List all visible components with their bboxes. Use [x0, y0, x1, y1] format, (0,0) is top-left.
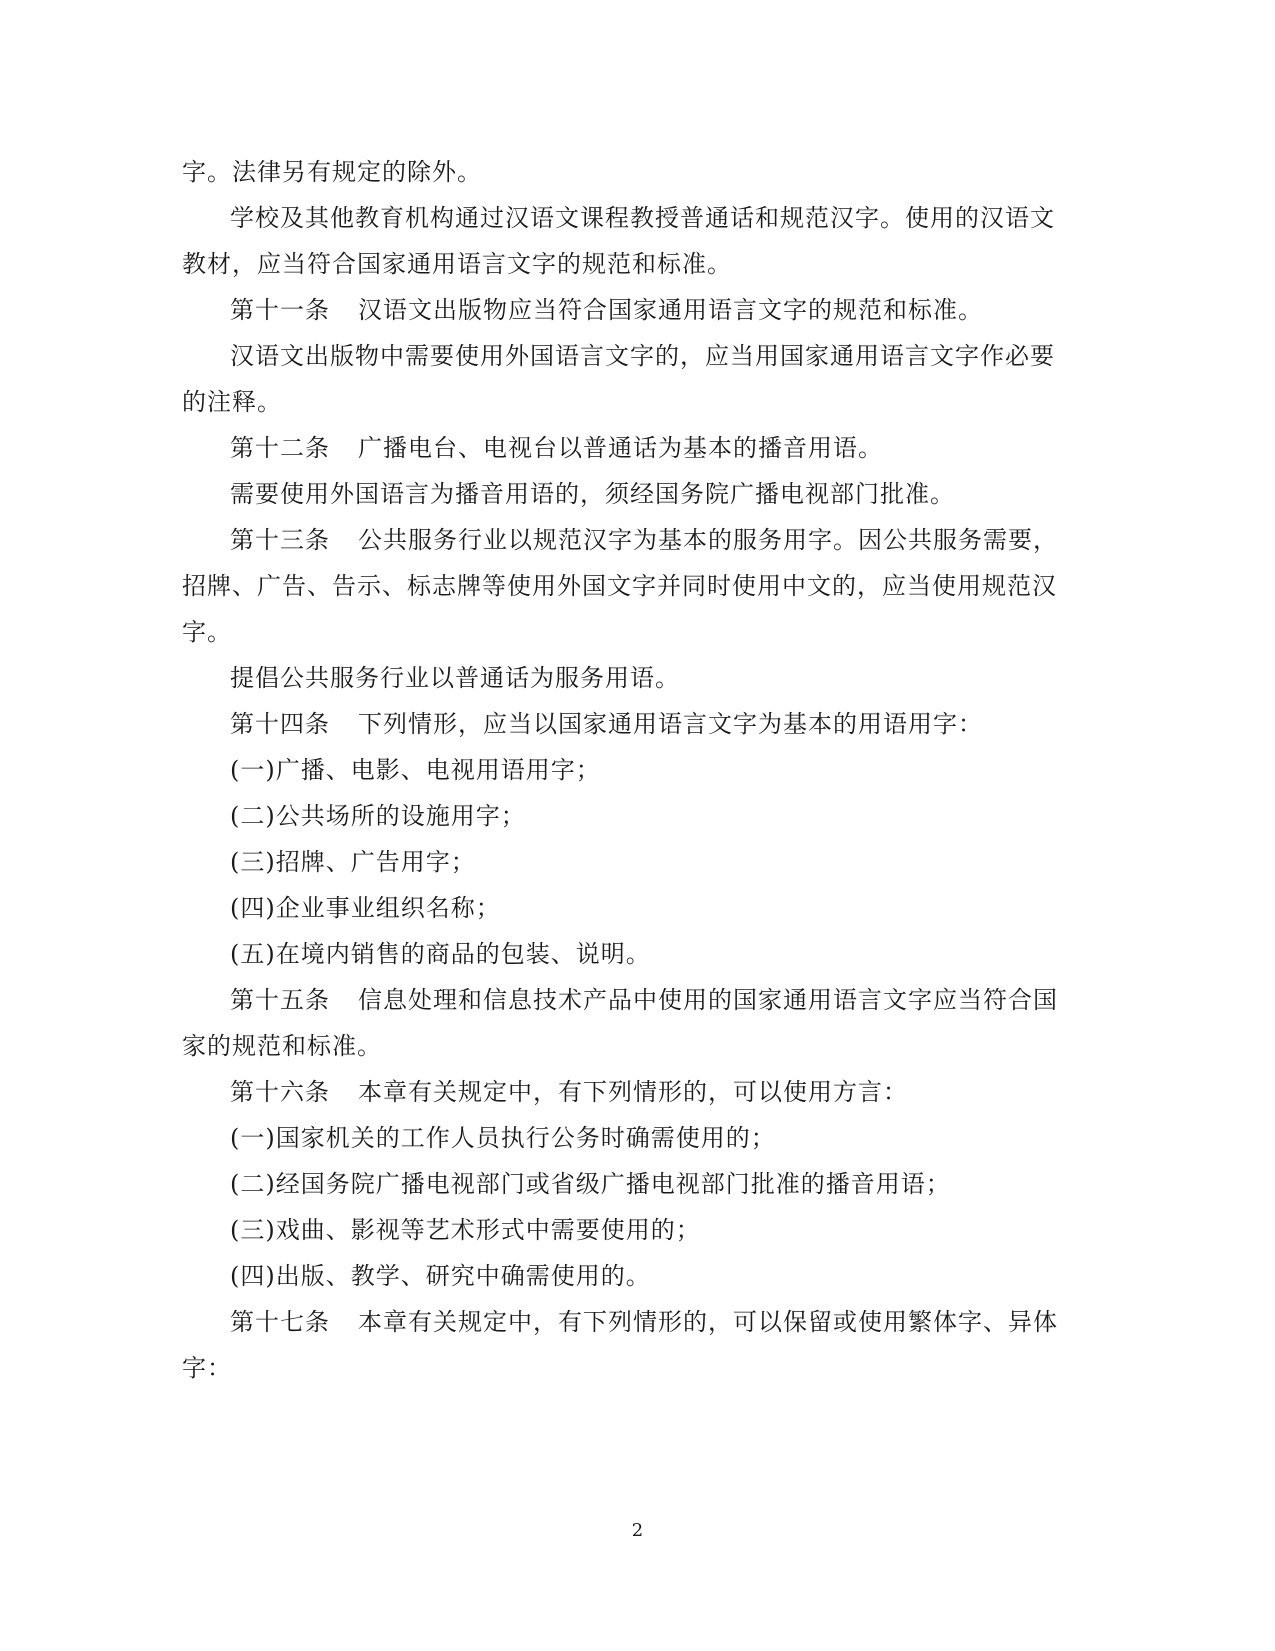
text-line: 提倡公共服务行业以普通话为服务用语。 — [230, 664, 680, 692]
article-line — [230, 1307, 1110, 1337]
article-line — [230, 295, 1110, 325]
article-text: 公共服务行业以规范汉字为基本的服务用字。因公共服务需要， — [358, 526, 1058, 554]
list-item: (一)广播、电影、电视用语用字； — [230, 756, 601, 784]
article-number: 第十六条 — [230, 1078, 330, 1106]
article-line — [230, 709, 1110, 739]
article-text: 广播电台、电视台以普通话为基本的播音用语。 — [358, 434, 883, 462]
list-item: (二)公共场所的设施用字； — [230, 802, 526, 830]
text-line: 招牌、广告、告示、标志牌等使用外国文字并同时使用中文的，应当使用规范汉 — [182, 572, 1057, 600]
list-item: (五)在境内销售的商品的包装、说明。 — [230, 940, 651, 968]
article-number: 第十七条 — [230, 1308, 330, 1336]
text-line: 需要使用外国语言为播音用语的，须经国务院广播电视部门批准。 — [230, 480, 955, 508]
article-number: 第十四条 — [230, 710, 330, 738]
list-item: (四)企业事业组织名称； — [230, 894, 501, 922]
article-line — [230, 433, 1110, 463]
article-line — [230, 985, 1110, 1015]
article-text: 本章有关规定中，有下列情形的，可以使用方言： — [358, 1078, 908, 1106]
article-text: 汉语文出版物应当符合国家通用语言文字的规范和标准。 — [358, 296, 983, 324]
text-line: 汉语文出版物中需要使用外国语言文字的，应当用国家通用语言文字作必要 — [230, 342, 1055, 370]
article-number: 第十三条 — [230, 526, 330, 554]
article-text: 信息处理和信息技术产品中使用的国家通用语言文字应当符合国 — [358, 986, 1058, 1014]
list-item: (三)招牌、广告用字； — [230, 848, 476, 876]
list-item: (三)戏曲、影视等艺术形式中需要使用的； — [230, 1216, 701, 1244]
text-line: 字： — [182, 1354, 232, 1382]
text-line: 教材，应当符合国家通用语言文字的规范和标准。 — [182, 250, 732, 278]
list-item: (二)经国务院广播电视部门或省级广播电视部门批准的播音用语； — [230, 1170, 951, 1198]
text-line: 字。 — [182, 618, 232, 646]
text-line: 的注释。 — [182, 388, 282, 416]
article-text: 本章有关规定中，有下列情形的，可以保留或使用繁体字、异体 — [358, 1308, 1058, 1336]
article-line — [230, 525, 1110, 555]
text-line: 字。法律另有规定的除外。 — [182, 158, 482, 186]
list-item: (四)出版、教学、研究中确需使用的。 — [230, 1262, 651, 1290]
article-number: 第十二条 — [230, 434, 330, 462]
list-item: (一)国家机关的工作人员执行公务时确需使用的； — [230, 1124, 776, 1152]
page-number: 2 — [631, 1520, 644, 1541]
article-number: 第十一条 — [230, 296, 330, 324]
article-text: 下列情形，应当以国家通用语言文字为基本的用语用字： — [358, 710, 983, 738]
text-line: 家的规范和标准。 — [182, 1032, 382, 1060]
text-line: 学校及其他教育机构通过汉语文课程教授普通话和规范汉字。使用的汉语文 — [230, 204, 1055, 232]
article-line — [230, 1077, 1110, 1107]
article-number: 第十五条 — [230, 986, 330, 1014]
